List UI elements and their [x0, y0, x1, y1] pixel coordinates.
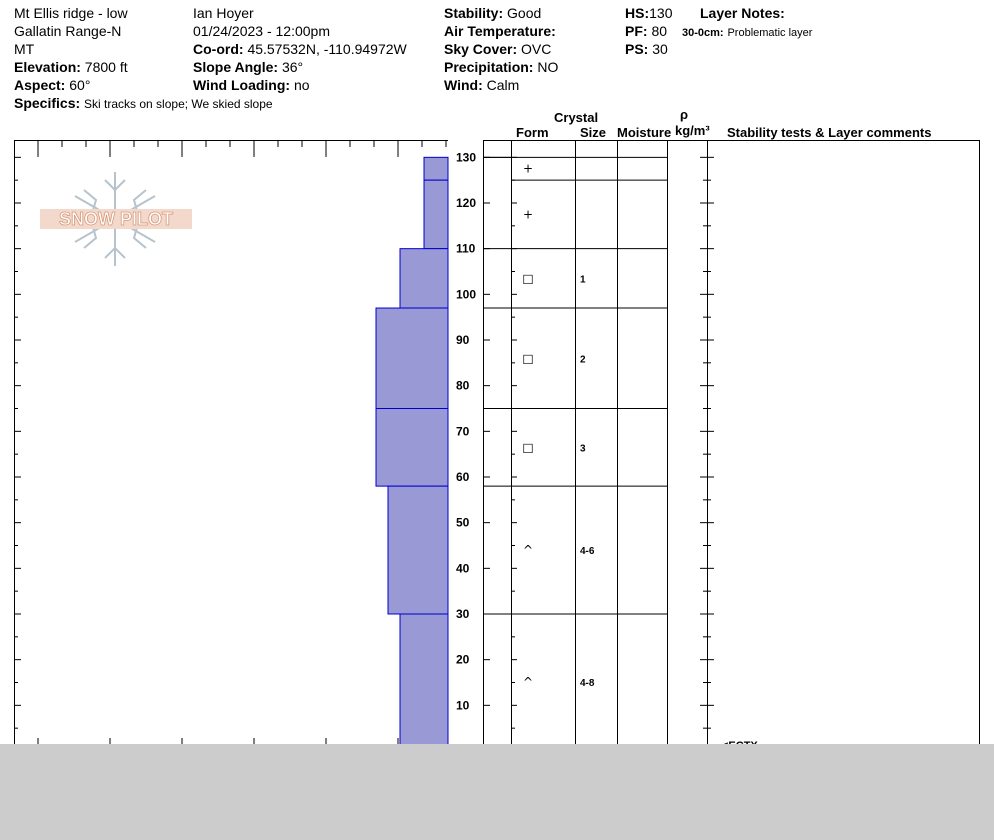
right-ticks: [14, 157, 714, 728]
hardness-bar: [400, 614, 448, 750]
pf-label: PF:: [625, 23, 648, 39]
layer-notes-title: Layer Notes:: [700, 5, 785, 21]
crystal-form: ^: [522, 543, 534, 558]
hardness-bar: [424, 157, 448, 180]
density-unit-header: kg/m³: [675, 123, 710, 138]
ps-label: PS:: [625, 41, 649, 57]
precip-label: Precipitation:: [444, 59, 534, 75]
depth-tick-label: 20: [456, 652, 470, 667]
depth-tick-label: 100: [456, 287, 477, 302]
crystal-form: □: [522, 440, 534, 455]
airtemp-label: Air Temperature:: [444, 23, 556, 39]
crystal-form: □: [522, 271, 534, 286]
depth-tick-label: 50: [456, 515, 470, 530]
gray-overlay: [0, 744, 994, 840]
depth-tick-label: 70: [456, 424, 470, 439]
datetime: 01/24/2023 - 12:00pm: [193, 23, 330, 39]
pf-value: 80: [651, 23, 668, 39]
skycover-value: OVC: [521, 41, 552, 57]
crystal-size: 1: [580, 274, 586, 286]
hardness-bar: [424, 180, 448, 249]
hardness-bar: [400, 249, 448, 308]
layer-note-depth: 30-0cm:: [682, 27, 724, 39]
ps-value: 30: [652, 41, 668, 57]
depth-tick-label: 120: [456, 195, 477, 210]
logo-text: SNOW PILOT: [59, 209, 173, 229]
stability-value: Good: [507, 5, 542, 21]
layer-table-frame: [483, 140, 980, 750]
hardness-bar: [376, 308, 448, 408]
range-name: Gallatin Range-N: [14, 23, 122, 39]
rho-header: ρ: [680, 107, 689, 122]
depth-tick-label: 10: [456, 698, 470, 713]
precip-value: NO: [537, 59, 559, 75]
crystal-form: □: [522, 351, 534, 366]
slope-label: Slope Angle:: [193, 59, 279, 75]
size-header: Size: [580, 125, 607, 140]
specifics-label: Specifics:: [14, 95, 81, 111]
depth-tick-label: 90: [456, 332, 470, 347]
hardness-bars: [376, 157, 448, 750]
depth-tick-label: 30: [456, 606, 470, 621]
comments-header: Stability tests & Layer comments: [727, 125, 932, 140]
depth-tick-label: 40: [456, 561, 470, 576]
crystal-header: Crystal: [554, 110, 599, 125]
coord-label: Co-ord:: [193, 41, 244, 57]
wind-label: Wind:: [444, 77, 483, 93]
windload-value: no: [293, 77, 310, 93]
hs-value: 130: [649, 5, 673, 21]
depth-tick-label: 110: [456, 241, 476, 256]
crystal-form: +: [522, 161, 534, 176]
depth-tick-label: 80: [456, 378, 470, 393]
hardness-bar: [388, 486, 448, 614]
depth-axis-labels: [456, 150, 476, 712]
observer: Ian Hoyer: [193, 5, 254, 21]
crystal-size: 3: [580, 443, 586, 455]
crystal-size: 4-6: [580, 546, 595, 558]
moisture-header: Moisture: [617, 125, 672, 140]
wind-value: Calm: [486, 77, 520, 93]
depth-tick-label: 60: [456, 469, 470, 484]
aspect-label: Aspect:: [14, 77, 66, 93]
crystal-size: 4-8: [580, 677, 595, 689]
elevation-label: Elevation:: [14, 59, 81, 75]
specifics-value: Ski tracks on slope; We skied slope: [84, 97, 273, 111]
location-name: Mt Ellis ridge - low: [14, 5, 128, 21]
hardness-bar: [376, 408, 448, 486]
slope-value: 36°: [281, 59, 304, 75]
snowpilot-logo: [40, 172, 192, 266]
hs-label: HS:: [625, 5, 650, 21]
skycover-label: Sky Cover:: [444, 41, 518, 57]
form-header: Form: [516, 125, 549, 140]
crystal-form: +: [522, 207, 534, 222]
crystal-form: ^: [522, 674, 534, 689]
crystal-size: 2: [580, 354, 586, 366]
depth-tick-label: 130: [456, 150, 477, 165]
stability-label: Stability:: [444, 5, 504, 21]
coord-value: 45.57532N, -110.94972W: [247, 41, 407, 57]
layer-note-text: Problematic layer: [727, 27, 813, 39]
state-name: MT: [14, 41, 35, 57]
windload-label: Wind Loading:: [193, 77, 291, 93]
elevation-value: 7800 ft: [84, 59, 128, 75]
aspect-value: 60°: [69, 77, 91, 93]
